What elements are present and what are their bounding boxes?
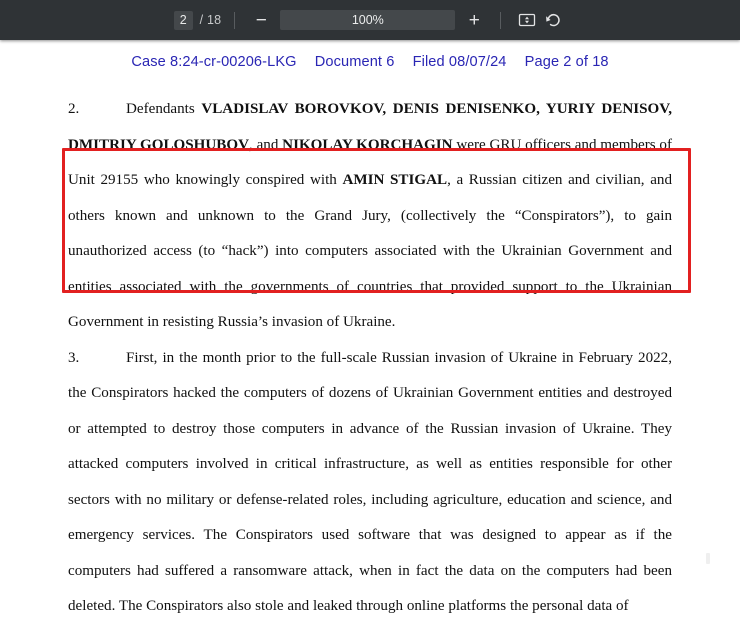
paragraph-3-seg-0: First, in the month prior to the full-scale Russian invasion of Ukraine in February 2022, the Conspirators hacked the computers of dozens of Ukrainian Government entities and destroyed or attempted to destroy those computers in advance of the Russian invasion of Ukraine. They attacked computers involved in critical infrastructure, as well as entities responsible for other sectors with no military or defense-related roles, including agriculture, education and science, and emergency services. The Conspirators used software that was designed to appear as if the computers had suffered a ransomware attack, when in fact the data on the computers had been deleted. The Conspirators also stole and leaked through online platforms the personal data of: [68, 349, 672, 614]
view-controls-group: [514, 7, 566, 33]
toolbar-divider-1: [234, 12, 235, 29]
rotate-button[interactable]: [540, 7, 566, 33]
zoom-level-input[interactable]: [280, 10, 455, 30]
defendant-name-stigal: AMIN STIGAL: [342, 172, 448, 188]
ecf-filed-date: Filed 08/07/24: [412, 54, 507, 70]
zoom-out-button[interactable]: [248, 7, 274, 33]
pdf-toolbar: [0, 0, 740, 40]
ecf-page-number: Page 2 of 18: [524, 54, 609, 70]
paragraph-3: [68, 341, 672, 625]
ecf-stamp-header: [0, 40, 740, 70]
minus-icon: −: [255, 9, 267, 31]
document-viewport[interactable]: [0, 40, 740, 635]
fit-page-icon: [518, 11, 536, 29]
page-total-label: / 18: [199, 13, 222, 27]
zoom-group: [248, 7, 487, 33]
ecf-document-number: Document 6: [314, 54, 395, 70]
pdf-page: [0, 40, 740, 635]
plus-icon: +: [468, 9, 480, 31]
rotate-icon: [544, 11, 563, 30]
paragraph-2-seg-0: Defendants: [126, 101, 202, 117]
page-navigation-group: [174, 11, 222, 30]
paragraph-2-seg-2: , and: [249, 136, 283, 153]
paragraph-3-number: 3.: [68, 349, 80, 366]
scan-artifact: [706, 553, 710, 564]
paragraph-2-seg-6: , a Russian citizen and civilian, and others known and unknown to the Grand Jury, (collectively the “Conspirators”), to gain unauthorized access (to “hack”) into computers associated with the Ukrainian Government and entities associated with the governments of countries that provided support to the Ukrainian Government in resisting Russia’s invasion of Ukraine.: [68, 172, 672, 330]
paragraph-2-seg-4: were GRU officers and members of Unit 29155 who knowingly conspired with: [68, 136, 672, 188]
ecf-case-number: Case 8:24-cr-00206-LKG: [131, 54, 297, 70]
defendant-name-korchagin: NIKOLAY KORCHAGIN: [282, 136, 453, 153]
zoom-in-button[interactable]: [461, 7, 487, 33]
fit-page-button[interactable]: [514, 7, 540, 33]
toolbar-divider-2: [500, 12, 501, 29]
defendant-names-primary: VLADISLAV BOROVKOV, DENIS DENISENKO, YURIY DENISOV, DMITRIY GOLOSHUBOV: [68, 101, 672, 153]
paragraph-2-number: 2.: [68, 101, 80, 117]
paragraph-2: [68, 92, 672, 341]
page-number-input[interactable]: [174, 11, 193, 30]
document-text-body: [68, 70, 672, 625]
